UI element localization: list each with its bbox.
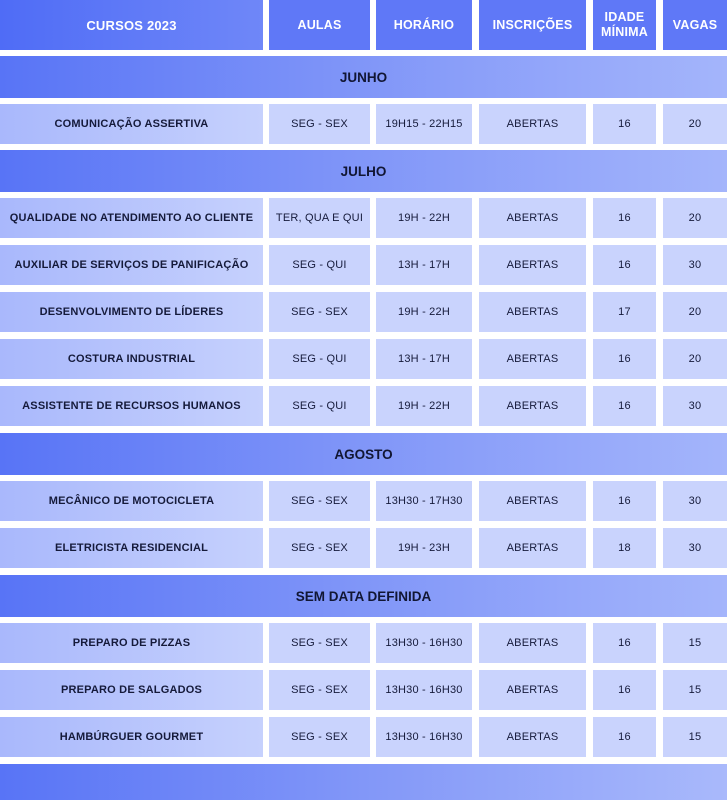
course-idade: 18 — [593, 528, 656, 568]
course-aulas: SEG - SEX — [269, 623, 370, 663]
course-name: MECÂNICO DE MOTOCICLETA — [0, 481, 263, 521]
course-aulas: SEG - SEX — [269, 670, 370, 710]
course-aulas: SEG - SEX — [269, 104, 370, 144]
header-cursos: CURSOS 2023 — [0, 0, 263, 50]
course-aulas: TER, QUA E QUI — [269, 198, 370, 238]
header-horario: HORÁRIO — [376, 0, 472, 50]
course-inscricoes: ABERTAS — [479, 292, 586, 332]
course-idade: 16 — [593, 481, 656, 521]
course-name: AUXILIAR DE SERVIÇOS DE PANIFICAÇÃO — [0, 245, 263, 285]
course-name: PREPARO DE SALGADOS — [0, 670, 263, 710]
course-vagas: 20 — [663, 292, 727, 332]
course-vagas: 20 — [663, 198, 727, 238]
header-inscricoes: INSCRIÇÕES — [479, 0, 586, 50]
course-idade: 16 — [593, 198, 656, 238]
course-horario: 19H - 22H — [376, 198, 472, 238]
course-vagas: 20 — [663, 104, 727, 144]
course-vagas: 15 — [663, 670, 727, 710]
course-vagas: 30 — [663, 245, 727, 285]
course-aulas: SEG - QUI — [269, 245, 370, 285]
course-inscricoes: ABERTAS — [479, 481, 586, 521]
course-aulas: SEG - SEX — [269, 717, 370, 757]
course-name: COSTURA INDUSTRIAL — [0, 339, 263, 379]
course-name: COMUNICAÇÃO ASSERTIVA — [0, 104, 263, 144]
course-name: ASSISTENTE DE RECURSOS HUMANOS — [0, 386, 263, 426]
section-title-junho: JUNHO — [0, 56, 727, 98]
course-name: HAMBÚRGUER GOURMET — [0, 717, 263, 757]
course-idade: 16 — [593, 717, 656, 757]
course-idade: 16 — [593, 670, 656, 710]
course-horario: 19H15 - 22H15 — [376, 104, 472, 144]
course-idade: 17 — [593, 292, 656, 332]
section-title-julho: JULHO — [0, 150, 727, 192]
section-title-agosto: AGOSTO — [0, 433, 727, 475]
course-aulas: SEG - QUI — [269, 386, 370, 426]
course-inscricoes: ABERTAS — [479, 339, 586, 379]
course-name: QUALIDADE NO ATENDIMENTO AO CLIENTE — [0, 198, 263, 238]
course-aulas: SEG - SEX — [269, 292, 370, 332]
course-horario: 13H - 17H — [376, 339, 472, 379]
course-idade: 16 — [593, 339, 656, 379]
course-horario: 19H - 23H — [376, 528, 472, 568]
course-idade: 16 — [593, 623, 656, 663]
course-vagas: 15 — [663, 623, 727, 663]
course-aulas: SEG - SEX — [269, 528, 370, 568]
course-horario: 19H - 22H — [376, 386, 472, 426]
course-inscricoes: ABERTAS — [479, 104, 586, 144]
course-horario: 19H - 22H — [376, 292, 472, 332]
course-inscricoes: ABERTAS — [479, 198, 586, 238]
header-vagas: VAGAS — [663, 0, 727, 50]
course-name: DESENVOLVIMENTO DE LÍDERES — [0, 292, 263, 332]
course-aulas: SEG - QUI — [269, 339, 370, 379]
course-vagas: 30 — [663, 386, 727, 426]
course-horario: 13H30 - 16H30 — [376, 717, 472, 757]
course-idade: 16 — [593, 104, 656, 144]
course-idade: 16 — [593, 386, 656, 426]
course-inscricoes: ABERTAS — [479, 670, 586, 710]
course-horario: 13H30 - 16H30 — [376, 623, 472, 663]
course-inscricoes: ABERTAS — [479, 386, 586, 426]
course-horario: 13H30 - 17H30 — [376, 481, 472, 521]
course-horario: 13H - 17H — [376, 245, 472, 285]
course-vagas: 15 — [663, 717, 727, 757]
section-title-sem-data: SEM DATA DEFINIDA — [0, 575, 727, 617]
course-vagas: 20 — [663, 339, 727, 379]
course-name: ELETRICISTA RESIDENCIAL — [0, 528, 263, 568]
course-inscricoes: ABERTAS — [479, 717, 586, 757]
course-inscricoes: ABERTAS — [479, 245, 586, 285]
course-vagas: 30 — [663, 528, 727, 568]
header-aulas: AULAS — [269, 0, 370, 50]
footer-band — [0, 764, 727, 800]
course-inscricoes: ABERTAS — [479, 623, 586, 663]
course-aulas: SEG - SEX — [269, 481, 370, 521]
course-inscricoes: ABERTAS — [479, 528, 586, 568]
course-vagas: 30 — [663, 481, 727, 521]
course-horario: 13H30 - 16H30 — [376, 670, 472, 710]
header-idade-minima: IDADE MÍNIMA — [593, 0, 656, 50]
course-name: PREPARO DE PIZZAS — [0, 623, 263, 663]
course-idade: 16 — [593, 245, 656, 285]
